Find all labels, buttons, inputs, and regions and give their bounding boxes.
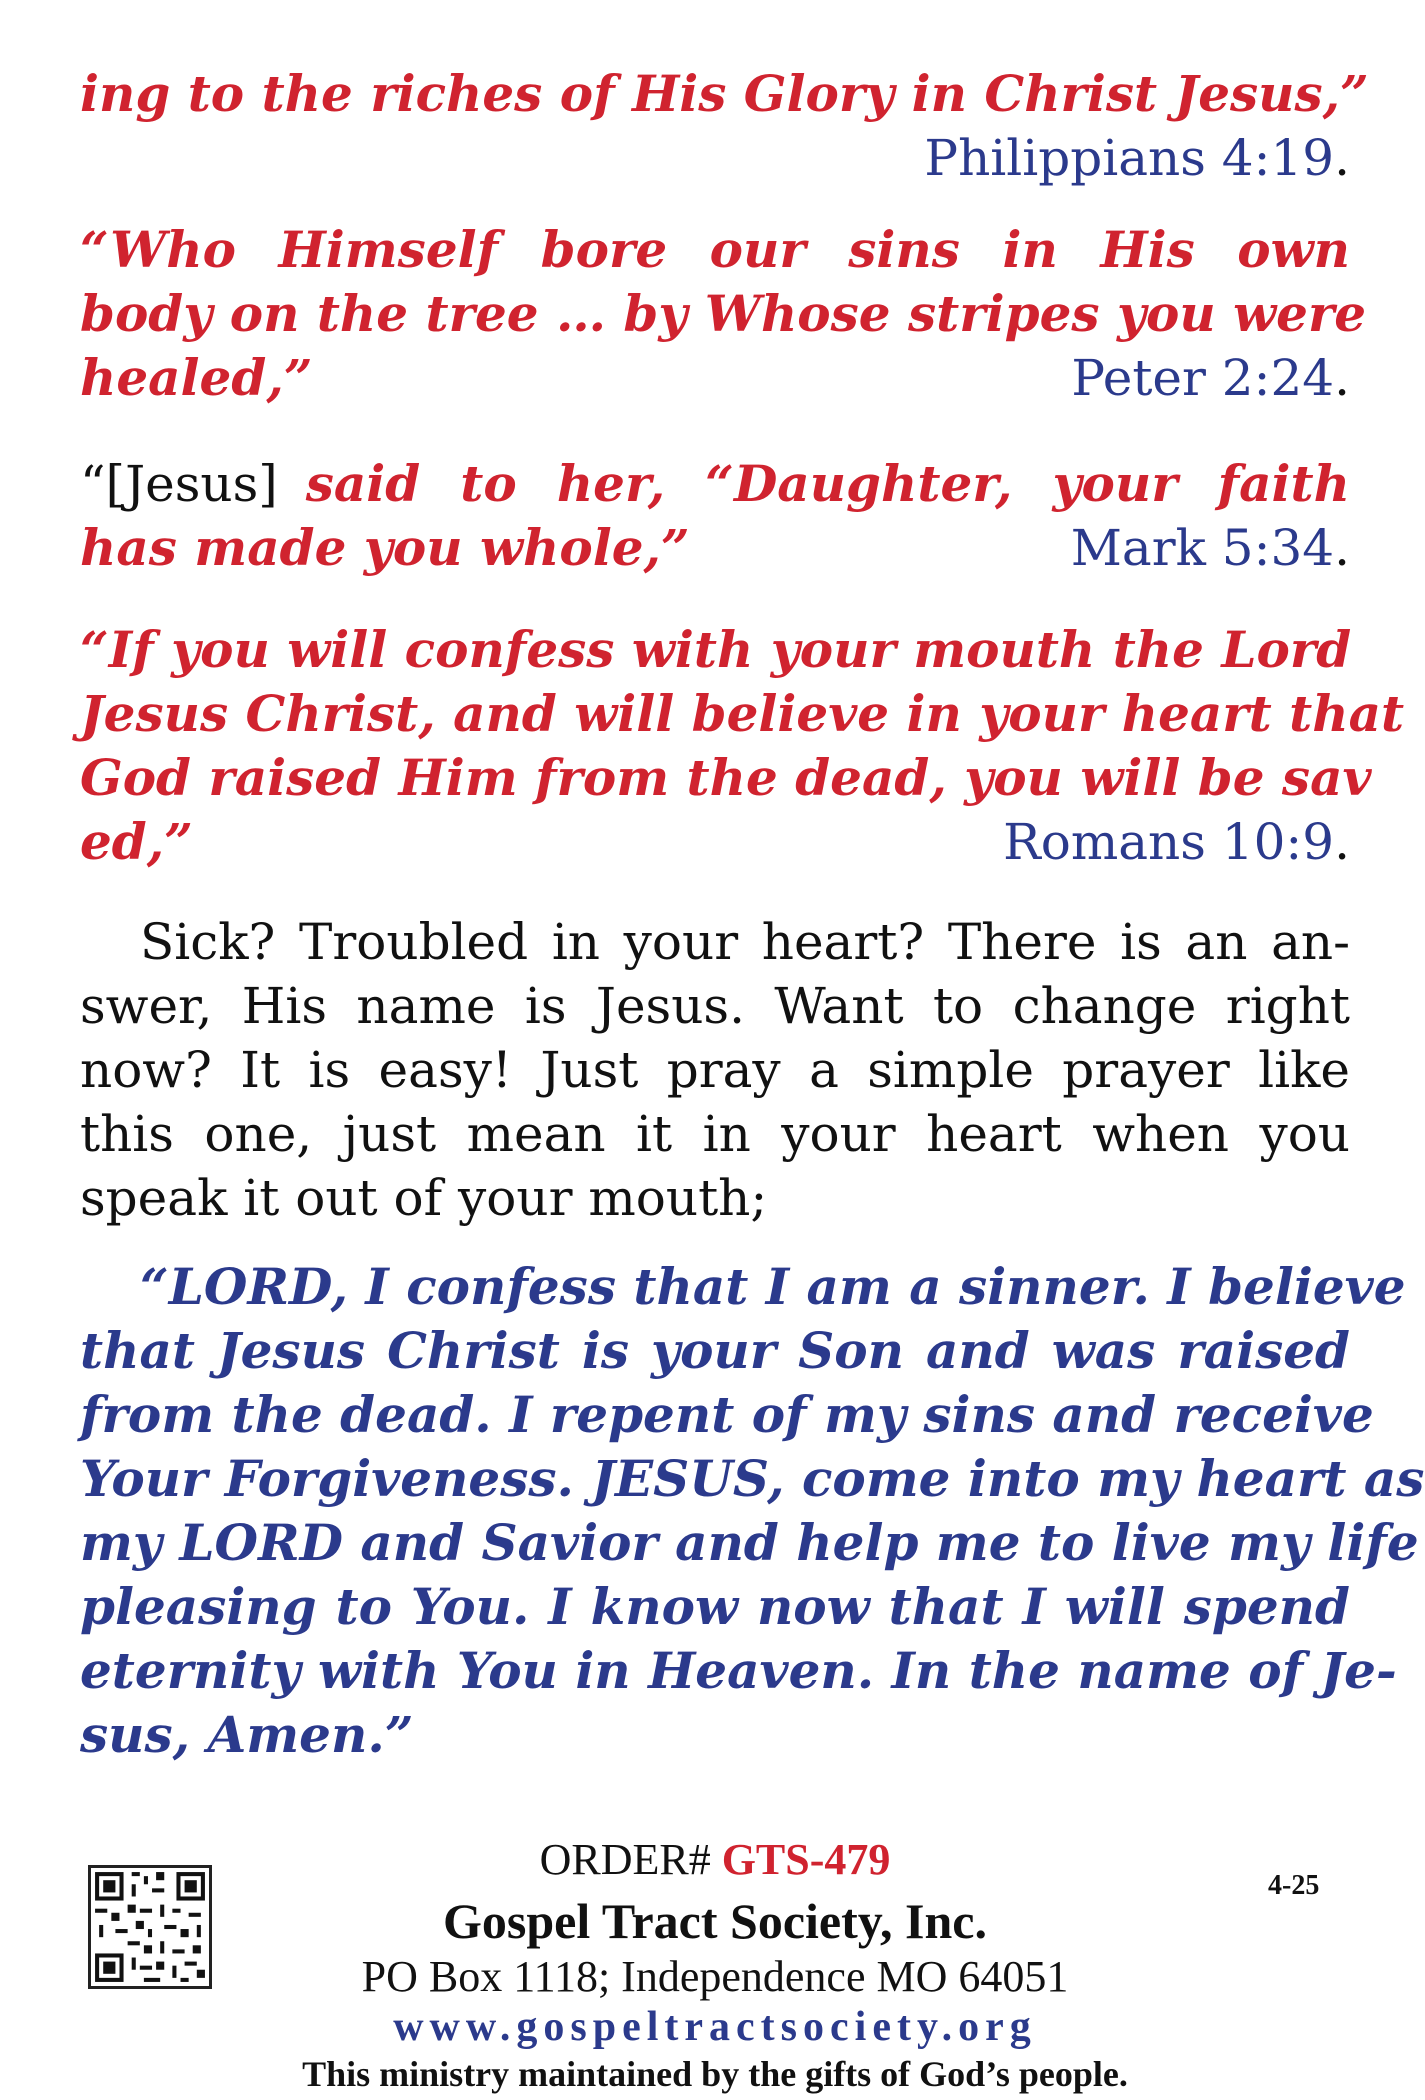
message-line-1: Sick? Troubled in your heart? There is an an- — [140, 913, 1350, 971]
verse1-period: . — [1334, 129, 1350, 187]
prayer-line-6: pleasing to You. I know now that I will spend — [80, 1577, 1350, 1636]
verse1-reference: Philippians 4:19 — [924, 129, 1335, 187]
order-line — [80, 1832, 1350, 1888]
prayer-line-4: Your Forgiveness. JESUS, come into my heart as — [80, 1449, 1425, 1508]
prayer-line-2: that Jesus Christ is your Son and was raised — [80, 1321, 1350, 1380]
verse4-line2: Jesus Christ, and will believe in your heart that — [80, 684, 1405, 743]
verse3-opening: “[Jesus] — [80, 455, 278, 513]
version-label: 4-25 — [1268, 1870, 1320, 1901]
message-line-4: this one, just mean it in your heart when you — [80, 1105, 1350, 1163]
verse1-reference-row — [80, 126, 1350, 190]
prayer-line-3: from the dead. I repent of my sins and receive — [80, 1385, 1374, 1444]
verse4-reference: Romans 10:9 — [1003, 813, 1335, 871]
verse3-line2-row — [80, 516, 1350, 580]
verse2-period: . — [1334, 349, 1350, 407]
verse2-line1: “Who Himself bore our sins in His own — [80, 220, 1350, 279]
verse4-line4-row — [80, 810, 1350, 874]
verse2-line3-row — [80, 346, 1350, 410]
order-label: ORDER# — [539, 1835, 711, 1884]
verse4-line3: God raised Him from the dead, you will be sav — [80, 748, 1372, 807]
verse3-period: . — [1334, 519, 1350, 577]
website-link[interactable]: www.gospeltractsociety.org — [393, 2004, 1037, 2050]
ministry-note: This ministry maintained by the gifts of God’s people. — [302, 2054, 1128, 2094]
message-line-2: swer, His name is Jesus. Want to change right — [80, 977, 1350, 1035]
message-line-3: now? It is easy! Just pray a simple prayer like — [80, 1041, 1350, 1099]
prayer-line-5: my LORD and Savior and help me to live my life — [80, 1513, 1419, 1572]
verse2-reference: Peter 2:24 — [1071, 349, 1335, 407]
org-address: PO Box 1118; Independence MO 64051 — [361, 1952, 1069, 2001]
verse4-line4: ed,” — [80, 812, 193, 871]
order-code: GTS-479 — [721, 1835, 891, 1884]
prayer-line-8: sus, Amen.” — [80, 1705, 414, 1764]
verse2-line3: healed,” — [80, 348, 313, 407]
org-name: Gospel Tract Society, Inc. — [443, 1893, 987, 1949]
prayer-line-1: “LORD, I confess that I am a sinner. I believe — [140, 1257, 1406, 1316]
verse3-reference: Mark 5:34 — [1070, 519, 1335, 577]
verse3-line2: has made you whole,” — [80, 518, 690, 577]
verse4-period: . — [1334, 813, 1350, 871]
verse3-line1-row — [80, 452, 1350, 516]
verse1-line1: ing to the riches of His Glory in Christ Jesus,” — [80, 64, 1369, 123]
prayer-line-7: eternity with You in Heaven. In the name of Je- — [80, 1641, 1397, 1700]
message-line-5: speak it out of your mouth; — [80, 1169, 768, 1227]
verse3-line1: said to her, “Daughter, your faith — [305, 454, 1350, 513]
verse2-line2: body on the tree … by Whose stripes you were — [80, 284, 1367, 343]
verse4-line1: “If you will confess with your mouth the Lord — [80, 620, 1352, 679]
